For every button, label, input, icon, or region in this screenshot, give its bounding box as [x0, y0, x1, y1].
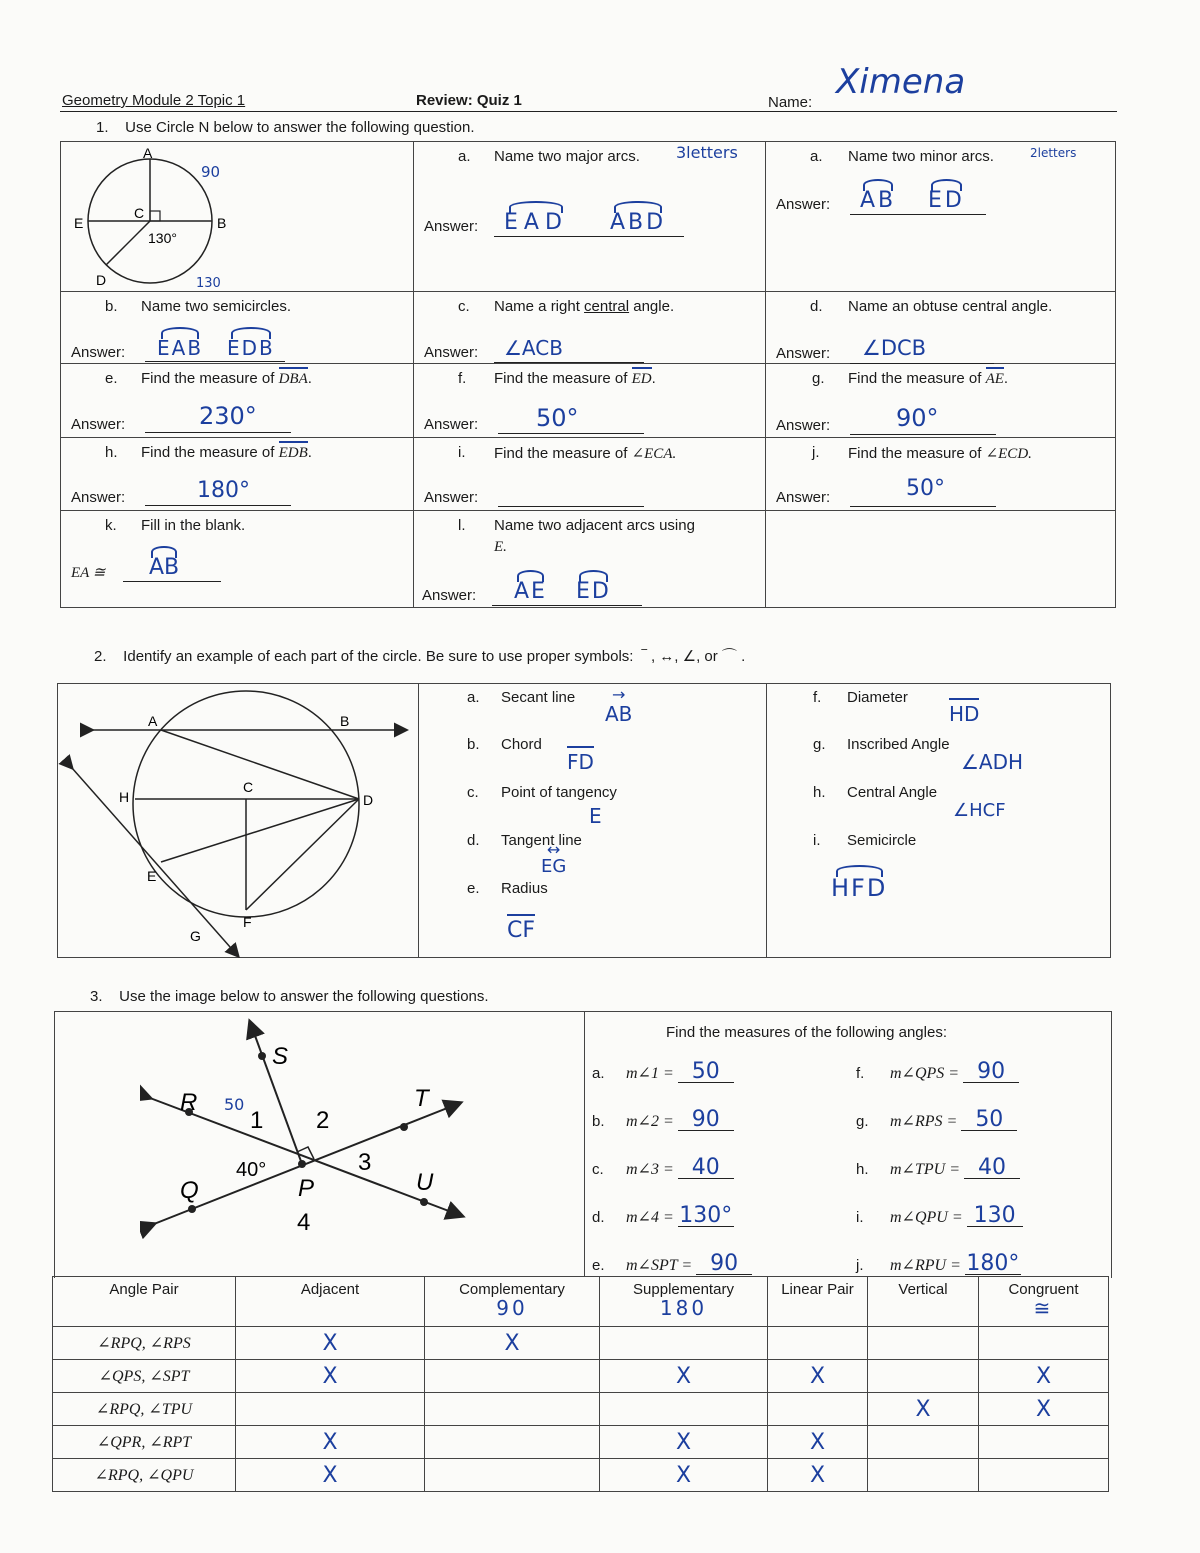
angle-item: d. m∠4 = 130°	[592, 1203, 733, 1228]
label-40-deg: 40°	[236, 1159, 267, 1181]
mark-cell: X	[768, 1360, 868, 1393]
table-header: Angle Pair	[53, 1277, 236, 1327]
answer-arc-EAD: EAD	[504, 210, 568, 235]
mark-cell	[868, 1426, 979, 1459]
table-row	[53, 1459, 1109, 1492]
mark-cell: X	[236, 1426, 425, 1459]
label-B: B	[340, 713, 350, 729]
angle-answer: 130°	[679, 1203, 733, 1228]
label-H: H	[119, 789, 130, 805]
label-S: S	[272, 1043, 289, 1070]
mark-cell	[768, 1393, 868, 1426]
mark-cell	[868, 1360, 979, 1393]
angle-answer: 90	[678, 1110, 734, 1131]
q1-j: j. Find the measure of ∠ECD. Answer: 50°	[766, 438, 1116, 511]
q1-e: e. Find the measure of DBA. Answer: 230°	[61, 364, 414, 438]
angle-item: b. m∠2 = 90	[592, 1110, 734, 1131]
q1-i: i. Find the measure of ∠ECA. Answer:	[414, 438, 766, 511]
q1-g: g. Find the measure of AE. Answer: 90°	[766, 364, 1116, 438]
mark-cell: X	[600, 1459, 768, 1492]
q1-b: b. Name two semicircles. Answer: EAB EDB	[61, 292, 414, 364]
table-header: Adjacent	[236, 1277, 425, 1327]
angle-answer: 90	[696, 1254, 752, 1275]
label-A: A	[148, 713, 158, 729]
label-P: P	[298, 1175, 315, 1202]
q1-a-minor: a. Name two minor arcs. 2letters Answer: AB ED	[766, 142, 1116, 292]
mark-cell	[425, 1360, 600, 1393]
mark-cell	[868, 1327, 979, 1360]
label-A: A	[143, 145, 153, 161]
mark-cell: X	[868, 1393, 979, 1426]
angle-item: e. m∠SPT = 90	[592, 1254, 752, 1275]
q1-d: d. Name an obtuse central angle. Answer: ∠DCB	[766, 292, 1116, 364]
table-row	[53, 1327, 1109, 1360]
q1-h: h. Find the measure of EDB. Answer: 180°	[61, 438, 414, 511]
mark-cell	[425, 1459, 600, 1492]
label-1: 1	[250, 1107, 264, 1134]
angle-pair-cell: ∠QPS, ∠SPT	[53, 1360, 236, 1393]
q3-prompt: 3. Use the image below to answer the following questions.	[90, 988, 489, 1005]
angle-answer: 130	[967, 1206, 1023, 1227]
mark-cell: X	[425, 1327, 600, 1360]
table-row	[53, 1360, 1109, 1393]
q2-grid	[57, 683, 1111, 958]
angle-item: g. m∠RPS = 50	[856, 1110, 1017, 1131]
hw-50: 50	[224, 1095, 245, 1114]
label-3: 3	[358, 1149, 372, 1176]
q2-items-left: a. Secant line → AB b. Chord FD c. Point of tangency E d. Tangent line ↔ EG e. Radius CF	[419, 684, 767, 958]
label-E: E	[147, 868, 157, 884]
label-E: E	[74, 215, 84, 231]
find-title: Find the measures of the following angles:	[666, 1024, 947, 1041]
hw-130: 130	[196, 276, 221, 291]
label-4: 4	[297, 1209, 311, 1236]
label-Q: Q	[180, 1177, 199, 1204]
mark-cell	[236, 1393, 425, 1426]
angle-pair-table	[52, 1276, 1109, 1492]
angle-answer: 40	[678, 1158, 734, 1179]
q2-circle-figure	[58, 684, 419, 958]
mark-cell: X	[600, 1426, 768, 1459]
angle-pair-cell: ∠RPQ, ∠RPS	[53, 1327, 236, 1360]
mark-cell	[600, 1393, 768, 1426]
q1-a-major: a. Name two major arcs. 3letters Answer: EAD ABD	[414, 142, 766, 292]
table-header: Linear Pair	[768, 1277, 868, 1327]
angle-item: i. m∠QPU = 130	[856, 1206, 1023, 1227]
table-row	[53, 1426, 1109, 1459]
answer-arc-ABD: ABD	[610, 210, 667, 235]
table-header: Congruent ≅	[979, 1277, 1109, 1327]
q2-items-right: f. Diameter HD g. Inscribed Angle ∠ADH h. Central Angle ∠HCF i. Semicircle HFD	[767, 684, 1111, 958]
q1-grid	[60, 141, 1116, 608]
angle-answer: 40	[964, 1158, 1020, 1179]
label-R: R	[180, 1089, 198, 1116]
angle-pair-cell: ∠RPQ, ∠TPU	[53, 1393, 236, 1426]
angle-answer: 50	[961, 1110, 1017, 1131]
name-label: Name:	[768, 94, 813, 111]
mark-cell	[979, 1426, 1109, 1459]
mark-cell: X	[236, 1327, 425, 1360]
mark-cell: X	[768, 1459, 868, 1492]
table-header: Complementary 90	[425, 1277, 600, 1327]
q1-empty	[766, 511, 1116, 608]
angle-answer: 50	[678, 1062, 734, 1083]
circle-n-figure	[61, 142, 414, 292]
quiz-title: Review: Quiz 1	[416, 92, 522, 109]
mark-cell	[868, 1459, 979, 1492]
q1-k: k. Fill in the blank. EA ≅ AB	[61, 511, 414, 608]
angle-item: c. m∠3 = 40	[592, 1158, 734, 1179]
angle-answer: 180°	[966, 1251, 1020, 1276]
mark-cell	[768, 1327, 868, 1360]
q1-prompt: 1. Use Circle N below to answer the following question.	[96, 119, 475, 136]
angle-item: a. m∠1 = 50	[592, 1062, 734, 1083]
table-row	[53, 1393, 1109, 1426]
answer-arc-AB: AB	[860, 188, 897, 213]
mark-cell	[979, 1459, 1109, 1492]
angle-item: f. m∠QPS = 90	[856, 1062, 1019, 1083]
mark-cell	[600, 1327, 768, 1360]
label-B: B	[217, 215, 227, 231]
course-title: Geometry Module 2 Topic 1	[62, 92, 246, 109]
q1-c: c. Name a right central angle. Answer: ∠ACB	[414, 292, 766, 364]
mark-cell	[425, 1393, 600, 1426]
mark-cell: X	[600, 1360, 768, 1393]
q1-l: l. Name two adjacent arcs using E. Answer: AE ED	[414, 511, 766, 608]
student-name: Ximena	[836, 62, 966, 102]
table-header: Supplementary 180	[600, 1277, 768, 1327]
label-D: D	[363, 792, 374, 808]
angle-pair-cell: ∠RPQ, ∠QPU	[53, 1459, 236, 1492]
mark-cell: X	[979, 1393, 1109, 1426]
angle-item: j. m∠RPU = 180°	[856, 1251, 1020, 1276]
q2-prompt: 2. Identify an example of each part of the circle. Be sure to use proper symbols: ‾ , ↔, ∠, or ⌒ .	[94, 648, 746, 665]
angle-item: h. m∠TPU = 40	[856, 1158, 1020, 1179]
angle-pair-cell: ∠QPR, ∠RPT	[53, 1426, 236, 1459]
label-G: G	[190, 928, 201, 944]
q1-f: f. Find the measure of ED. Answer: 50°	[414, 364, 766, 438]
label-130-deg: 130°	[148, 230, 177, 246]
mark-cell	[425, 1426, 600, 1459]
label-D: D	[96, 272, 107, 288]
table-header: Vertical	[868, 1277, 979, 1327]
q3-angle-figure	[140, 1016, 500, 1246]
q2-figure-cell	[58, 684, 419, 958]
q3-divider	[584, 1011, 585, 1277]
header-rule	[60, 111, 1117, 112]
label-C: C	[243, 779, 254, 795]
circle-n-figure-cell	[61, 142, 414, 292]
label-2: 2	[316, 1107, 330, 1134]
label-F: F	[243, 914, 252, 930]
mark-cell	[979, 1327, 1109, 1360]
label-C: C	[134, 205, 145, 221]
hw-90: 90	[201, 163, 221, 181]
label-U: U	[416, 1169, 434, 1196]
mark-cell: X	[236, 1360, 425, 1393]
mark-cell: X	[768, 1426, 868, 1459]
label-T: T	[414, 1085, 429, 1112]
angle-answer: 90	[963, 1062, 1019, 1083]
mark-cell: X	[979, 1360, 1109, 1393]
mark-cell: X	[236, 1459, 425, 1492]
answer-arc-ED: ED	[928, 188, 965, 213]
